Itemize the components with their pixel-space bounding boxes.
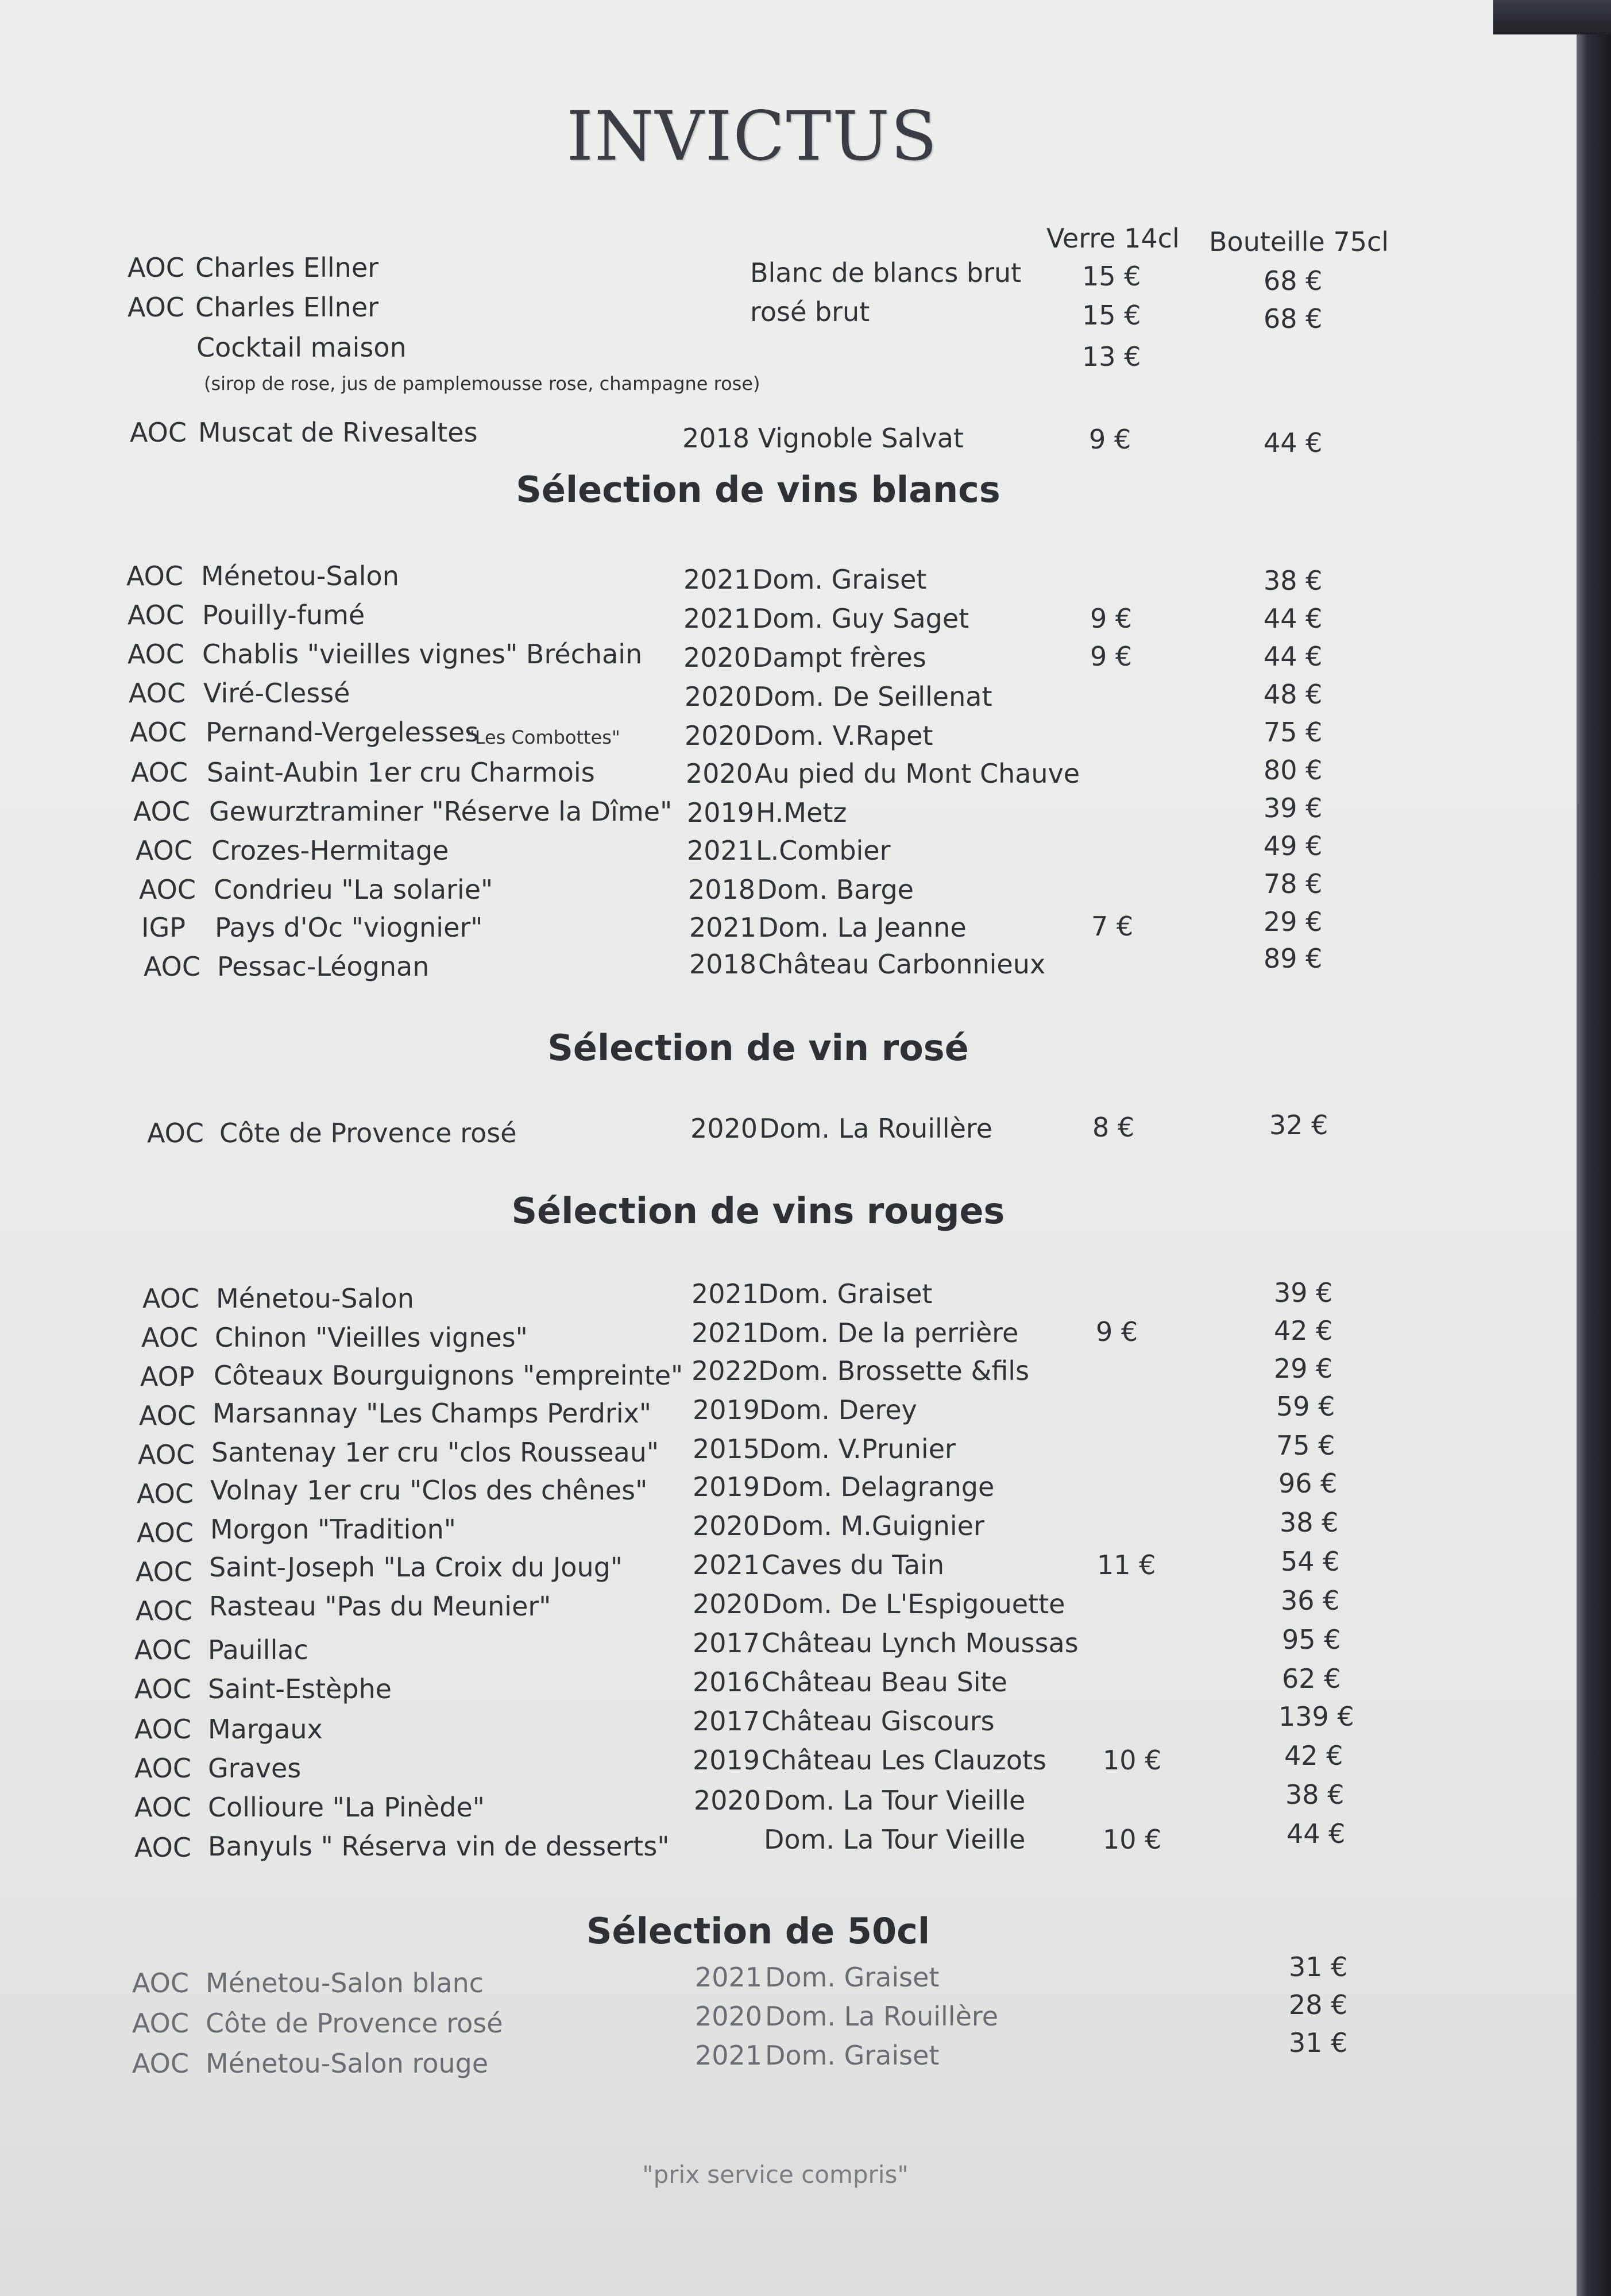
wine-name: Morgon "Tradition" <box>210 1514 456 1545</box>
top-row-2-desc: rosé brut <box>750 296 870 327</box>
vintage: 2020 <box>693 1510 760 1541</box>
vintage: 2016 <box>693 1667 760 1698</box>
vintage: 2020 <box>685 681 752 712</box>
bottle-price: 31 € <box>1289 1951 1348 1982</box>
wine-name: Pouilly-fumé <box>202 600 365 631</box>
appellation: AOP <box>140 1361 195 1392</box>
wine-name: Ménetou-Salon <box>201 561 399 592</box>
column-header-bottle: Bouteille 75cl <box>1209 226 1389 257</box>
vintage: 2018 <box>688 874 756 905</box>
appellation: AOC <box>132 1968 189 1999</box>
producer: Dom. La Tour Vieille <box>764 1785 1026 1816</box>
wine-name: Collioure "La Pinède" <box>208 1792 485 1823</box>
wine-name: Graves <box>208 1753 302 1784</box>
bottle-price: 39 € <box>1274 1277 1333 1308</box>
wine-name: Côte de Provence rosé <box>206 2008 503 2039</box>
page-title: INVICTUS <box>566 96 938 176</box>
vintage: 2019 <box>693 1394 760 1425</box>
producer: Dom. La Jeanne <box>758 912 967 943</box>
menu-binder-corner <box>1493 0 1611 34</box>
vintage: 2019 <box>693 1745 760 1776</box>
bottle-price: 95 € <box>1282 1624 1341 1655</box>
top-row-4-name: Muscat de Rivesaltes <box>198 417 478 448</box>
bottle-price: 29 € <box>1264 906 1323 937</box>
wine-name: Saint-Joseph "La Croix du Joug" <box>209 1552 623 1583</box>
bottle-price: 39 € <box>1264 793 1323 824</box>
bottle-price: 54 € <box>1281 1546 1340 1577</box>
top-row-3-glass: 13 € <box>1082 341 1141 372</box>
producer: Château Carbonnieux <box>758 949 1046 980</box>
producer: Dom. De la perrière <box>758 1317 1019 1348</box>
top-row-2-glass: 15 € <box>1082 300 1141 331</box>
wine-name: Marsannay "Les Champs Perdrix" <box>213 1398 651 1429</box>
wine-name: Ménetou-Salon rouge <box>206 2048 489 2079</box>
appellation: AOC <box>137 1517 194 1548</box>
glass-price: 9 € <box>1090 603 1133 634</box>
producer: Dom. Graiset <box>765 2040 940 2071</box>
appellation: AOC <box>133 796 190 827</box>
producer: Dom. Graiset <box>758 1278 933 1309</box>
top-row-2-appellation: AOC <box>128 292 184 323</box>
bottle-price: 29 € <box>1274 1353 1333 1384</box>
vintage: 2020 <box>685 720 752 751</box>
appellation: AOC <box>139 1400 196 1431</box>
vintage: 2018 <box>689 949 757 980</box>
column-header-glass: Verre 14cl <box>1046 223 1180 254</box>
producer: Dom. La Rouillère <box>759 1113 993 1144</box>
bottle-price: 59 € <box>1276 1391 1335 1422</box>
footer-note: "prix service compris" <box>642 2160 909 2189</box>
appellation: AOC <box>134 1714 191 1745</box>
producer: Dom. Graiset <box>752 564 927 595</box>
producer: Dom. Delagrange <box>762 1471 995 1502</box>
vintage: 2019 <box>687 797 755 828</box>
wine-name: Pauillac <box>208 1634 308 1665</box>
glass-price: 10 € <box>1103 1745 1162 1776</box>
appellation: AOC <box>132 2008 189 2039</box>
top-row-1-glass: 15 € <box>1082 261 1141 292</box>
cocktail-note: (sirop de rose, jus de pamplemousse rose, champagne rose) <box>204 373 760 395</box>
bottle-price: 80 € <box>1264 755 1323 786</box>
bottle-price: 96 € <box>1278 1468 1338 1499</box>
producer: L.Combier <box>756 835 891 866</box>
appellation: AOC <box>126 561 183 592</box>
appellation: AOC <box>139 874 196 905</box>
appellation: AOC <box>134 1792 191 1823</box>
vintage: 2021 <box>691 1317 759 1348</box>
vintage: 2020 <box>690 1113 758 1144</box>
producer: Dom. V.Prunier <box>759 1433 956 1464</box>
bottle-price: 36 € <box>1281 1585 1340 1616</box>
vintage: 2021 <box>683 564 751 595</box>
bottle-price: 38 € <box>1264 565 1323 596</box>
bottle-price: 32 € <box>1269 1110 1328 1141</box>
producer: Dom. Brossette &fils <box>758 1355 1030 1386</box>
producer: Dom. La Rouillère <box>765 2001 999 2032</box>
wine-name: Côte de Provence rosé <box>219 1118 517 1149</box>
vintage: 2021 <box>695 1962 763 1993</box>
appellation: AOC <box>141 1322 198 1353</box>
bottle-price: 62 € <box>1282 1663 1341 1694</box>
appellation: AOC <box>137 1478 194 1509</box>
appellation: AOC <box>128 600 184 631</box>
glass-price: 8 € <box>1092 1112 1135 1143</box>
vintage: 2015 <box>693 1433 760 1464</box>
producer: Dom. De L'Espigouette <box>762 1588 1065 1619</box>
bottle-price: 49 € <box>1264 830 1323 861</box>
bottle-price: 31 € <box>1289 2027 1348 2058</box>
vintage: 2020 <box>694 1785 762 1816</box>
wine-name: Viré-Clessé <box>203 678 350 709</box>
top-row-1-desc: Blanc de blancs brut <box>750 257 1022 288</box>
appellation: AOC <box>131 757 188 788</box>
bottle-price: 28 € <box>1289 1989 1348 2020</box>
appellation: AOC <box>132 2048 189 2079</box>
wine-name: Crozes-Hermitage <box>211 835 449 866</box>
producer: Château Beau Site <box>762 1667 1007 1698</box>
top-row-4-glass: 9 € <box>1089 424 1131 455</box>
appellation: AOC <box>134 1753 191 1784</box>
wine-name: Saint-Aubin 1er cru Charmois <box>207 757 595 788</box>
bottle-price: 42 € <box>1274 1315 1333 1346</box>
producer: Château Lynch Moussas <box>762 1628 1079 1659</box>
vintage: 2021 <box>687 835 755 866</box>
wine-name: Condrieu "La solarie" <box>214 874 493 905</box>
wine-name: Pernand-Vergelesses <box>206 717 479 748</box>
producer: Château Les Clauzots <box>762 1745 1047 1776</box>
section-title-50cl: Sélection de 50cl <box>586 1910 930 1952</box>
bottle-price: 38 € <box>1285 1779 1345 1810</box>
producer: Dom. M.Guignier <box>762 1510 984 1541</box>
vintage: 2020 <box>686 758 754 789</box>
appellation: AOC <box>142 1283 199 1314</box>
producer: Dom. Graiset <box>765 1962 940 1993</box>
wine-name: Santenay 1er cru "clos Rousseau" <box>211 1437 659 1468</box>
producer: Dom. De Seillenat <box>754 681 992 712</box>
wine-name: Ménetou-Salon <box>216 1283 414 1314</box>
wine-name: Ménetou-Salon blanc <box>206 1968 484 1999</box>
vintage: 2017 <box>693 1628 760 1659</box>
appellation: AOC <box>134 1673 191 1704</box>
bottle-price: 75 € <box>1276 1430 1335 1461</box>
bottle-price: 38 € <box>1280 1507 1339 1538</box>
bottle-price: 89 € <box>1264 943 1323 974</box>
wine-name: Gewurztraminer "Réserve la Dîme" <box>209 796 673 827</box>
vintage: 2020 <box>695 2001 763 2032</box>
vintage: 2021 <box>695 2040 763 2071</box>
top-row-1-appellation: AOC <box>128 252 184 283</box>
vintage: 2019 <box>693 1471 760 1502</box>
glass-price: 10 € <box>1103 1824 1162 1855</box>
vintage: 2021 <box>689 912 757 943</box>
wine-name: Côteaux Bourguignons "empreinte" <box>214 1360 683 1391</box>
appellation: AOC <box>128 639 184 670</box>
producer: Dom. Derey <box>759 1394 917 1425</box>
producer: Dampt frères <box>752 642 926 673</box>
section-title-reds: Sélection de vins rouges <box>511 1190 1005 1232</box>
wine-name: Banyuls " Réserva vin de desserts" <box>208 1831 670 1862</box>
wine-name: Rasteau "Pas du Meunier" <box>209 1591 551 1622</box>
vintage: 2020 <box>683 642 751 673</box>
bottle-price: 44 € <box>1287 1818 1346 1849</box>
glass-price: 9 € <box>1090 641 1133 672</box>
vintage: 2021 <box>691 1278 759 1309</box>
vintage: 2017 <box>693 1706 760 1737</box>
appellation: AOC <box>134 1832 191 1863</box>
glass-price: 9 € <box>1096 1316 1138 1347</box>
section-title-rose: Sélection de vin rosé <box>547 1027 969 1069</box>
appellation: AOC <box>130 717 187 748</box>
bottle-price: 44 € <box>1264 641 1323 672</box>
producer: H.Metz <box>756 797 847 828</box>
vintage: 2022 <box>691 1355 759 1386</box>
wine-subname: "Les Combottes" <box>466 726 620 748</box>
producer: Dom. V.Rapet <box>754 720 933 751</box>
appellation: AOC <box>136 835 192 866</box>
producer: Dom. Guy Saget <box>752 603 969 634</box>
vintage: 2021 <box>683 603 751 634</box>
top-row-1-name: Charles Ellner <box>195 252 379 283</box>
bottle-price: 42 € <box>1284 1740 1343 1771</box>
wine-name: Chablis "vieilles vignes" Bréchain <box>202 639 643 670</box>
top-row-2-name: Charles Ellner <box>195 292 379 323</box>
top-row-4-desc: 2018 Vignoble Salvat <box>682 423 964 454</box>
glass-price: 7 € <box>1091 911 1134 942</box>
vintage: 2020 <box>693 1588 760 1619</box>
top-row-1-bottle: 68 € <box>1264 265 1323 296</box>
wine-name: Chinon "Vieilles vignes" <box>215 1322 528 1353</box>
bottle-price: 75 € <box>1264 717 1323 748</box>
appellation: IGP <box>141 912 186 943</box>
producer: Dom. La Tour Vieille <box>764 1824 1026 1855</box>
wine-name: Pays d'Oc "viognier" <box>215 912 483 943</box>
bottle-price: 139 € <box>1278 1701 1354 1732</box>
appellation: AOC <box>147 1118 204 1149</box>
wine-name: Margaux <box>208 1714 323 1745</box>
glass-price: 11 € <box>1097 1549 1156 1580</box>
vintage: 2021 <box>693 1549 760 1580</box>
producer: Au pied du Mont Chauve <box>755 758 1080 789</box>
wine-name: Volnay 1er cru "Clos des chênes" <box>210 1475 648 1506</box>
appellation: AOC <box>134 1634 191 1665</box>
top-row-2-bottle: 68 € <box>1264 303 1323 334</box>
wine-name: Saint-Estèphe <box>208 1673 392 1704</box>
menu-binder-edge <box>1577 0 1611 2296</box>
bottle-price: 44 € <box>1264 603 1323 634</box>
producer: Caves du Tain <box>762 1549 945 1580</box>
top-row-4-bottle: 44 € <box>1264 427 1323 458</box>
top-row-4-appellation: AOC <box>130 417 187 448</box>
wine-name: Pessac-Léognan <box>217 951 430 982</box>
appellation: AOC <box>136 1556 192 1587</box>
appellation: AOC <box>129 678 186 709</box>
appellation: AOC <box>136 1595 192 1626</box>
producer: Dom. Barge <box>757 874 914 905</box>
top-row-3-name: Cocktail maison <box>196 332 407 363</box>
section-title-whites: Sélection de vins blancs <box>516 469 1000 511</box>
producer: Château Giscours <box>762 1706 995 1737</box>
appellation: AOC <box>144 951 200 982</box>
appellation: AOC <box>138 1439 195 1470</box>
bottle-price: 78 € <box>1264 868 1323 899</box>
bottle-price: 48 € <box>1264 679 1323 710</box>
